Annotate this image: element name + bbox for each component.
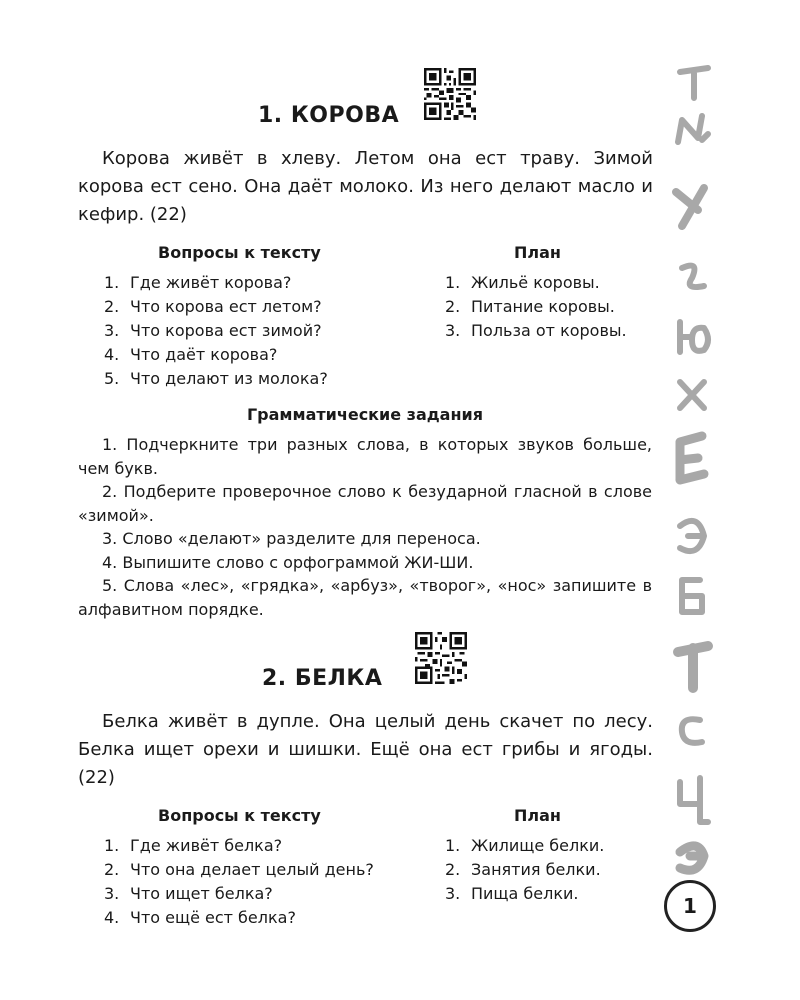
list-item: 2. Что корова ест летом? (104, 297, 322, 316)
plan-heading-2: План (514, 806, 561, 825)
list-item: 1. Где живёт корова? (104, 273, 292, 292)
section-2-text: Белка живёт в дупле. Она целый день скачет по лесу. Белка ищет орехи и шишки. Ещё она ест грибы и ягоды. (22) (78, 711, 653, 788)
task-item: 3. Слово «делают» разделите для переноса. (102, 529, 481, 548)
task-item: 2. Подберите проверочное слово к безударной гласной в слове «зимой». (78, 482, 652, 525)
grammar-tasks (78, 433, 652, 621)
qr-code-1 (424, 68, 476, 120)
list-item: 2. Питание коровы. (445, 297, 615, 316)
list-item: 1. Жильё коровы. (445, 273, 600, 292)
list-item: 4. Что даёт корова? (104, 345, 278, 364)
decorative-letters-strip (668, 60, 728, 880)
list-item: 3. Что ищет белка? (104, 884, 273, 903)
list-item: 1. Жилище белки. (445, 836, 605, 855)
list-item: 2. Занятия белки. (445, 860, 601, 879)
grammar-heading: Грамматические задания (246, 405, 484, 424)
section-1-title: 1. КОРОВА (258, 103, 400, 128)
list-item: 2. Что она делает целый день? (104, 860, 374, 879)
plan-list-1 (445, 271, 627, 343)
questions-list-2 (104, 834, 374, 930)
task-item: 5. Слова «лес», «грядка», «арбуз», «творог», «нос» запишите в алфавитном порядке. (78, 576, 652, 619)
task-item: 1. Подчеркните три разных слова, в которых звуков больше, чем букв. (78, 435, 652, 478)
section-1-text: Корова живёт в хлеву. Летом она ест траву. Зимой корова ест сено. Она даёт молоко. Из него делают масло и кефир. (22) (78, 148, 653, 225)
questions-list-1 (104, 271, 328, 391)
list-item: 4. Что ещё ест белка? (104, 908, 296, 927)
list-item: 1. Где живёт белка? (104, 836, 283, 855)
qr-code-2 (415, 632, 467, 684)
list-item: 5. Что делают из молока? (104, 369, 328, 388)
questions-heading-1: Вопросы к тексту (158, 243, 321, 262)
page-number: 1 (664, 880, 716, 932)
section-2-title: 2. БЕЛКА (262, 666, 383, 691)
plan-heading-1: План (514, 243, 561, 262)
plan-list-2 (445, 834, 604, 906)
list-item: 3. Что корова ест зимой? (104, 321, 322, 340)
task-item: 4. Выпишите слово с орфограммой ЖИ-ШИ. (102, 552, 474, 572)
list-item: 3. Пища белки. (445, 884, 579, 903)
list-item: 3. Польза от коровы. (445, 321, 627, 340)
questions-heading-2: Вопросы к тексту (158, 806, 321, 825)
